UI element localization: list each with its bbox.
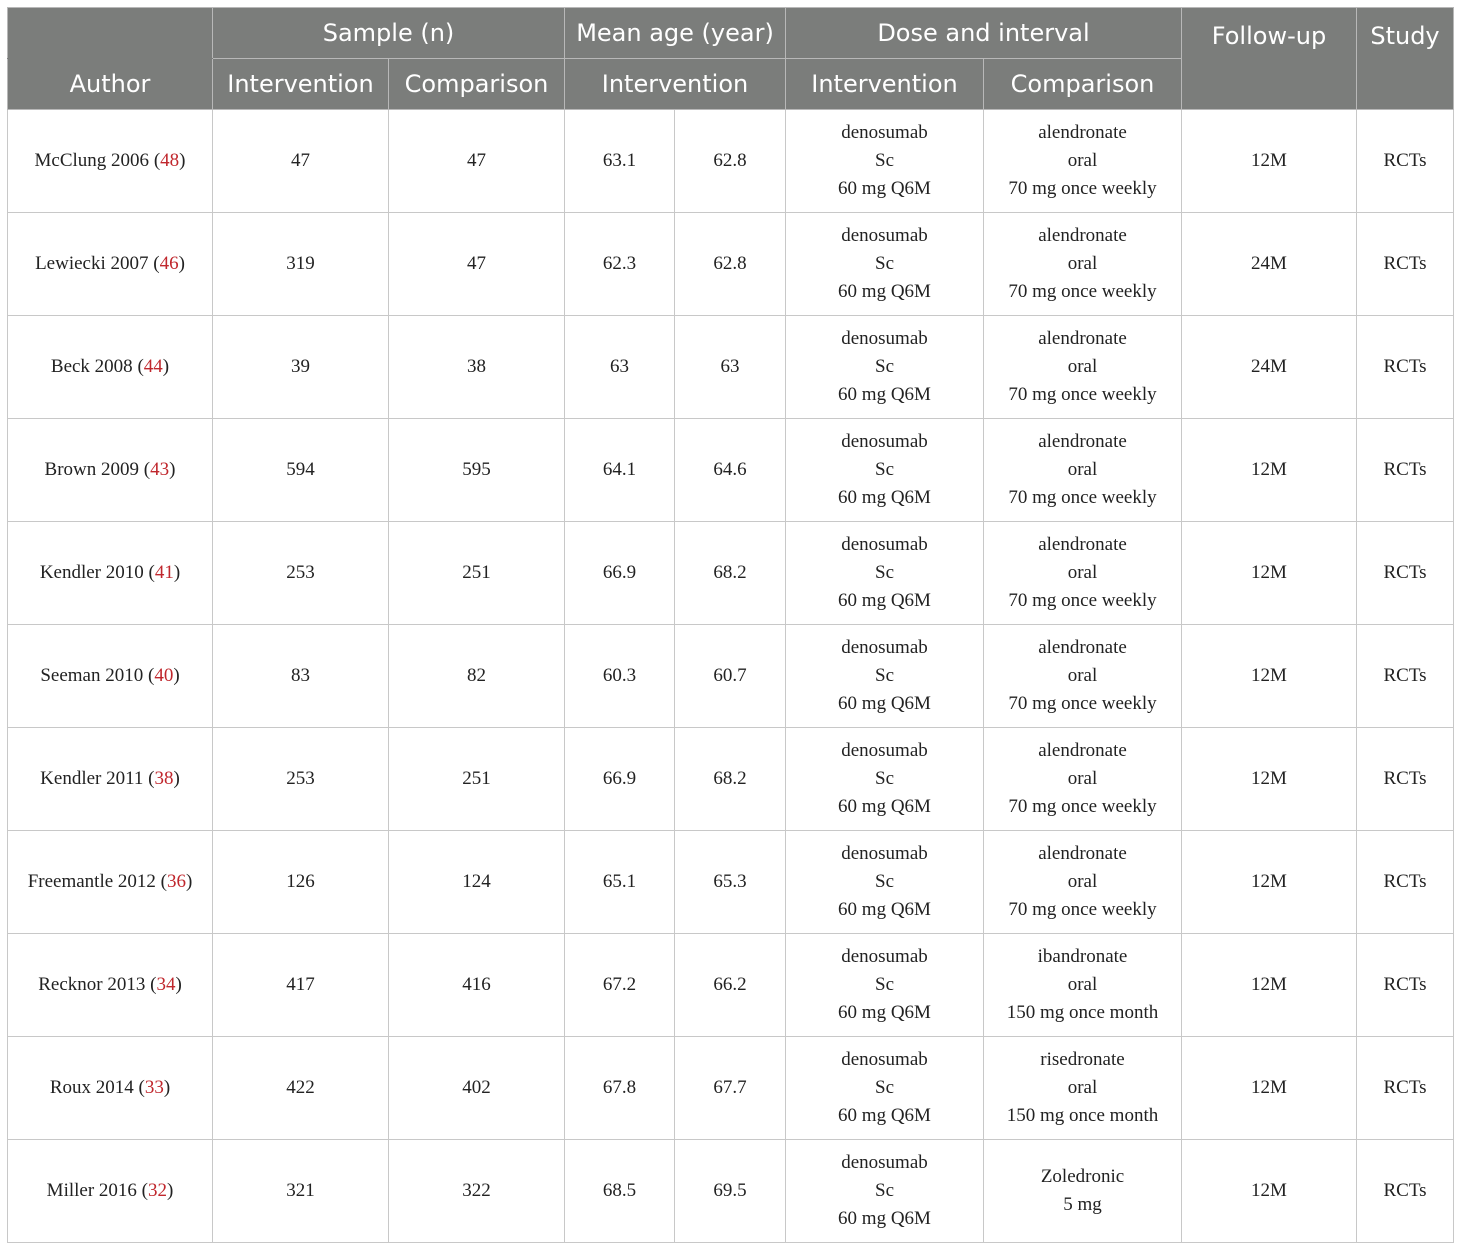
age-comparison-cell: 62.8 xyxy=(675,213,786,316)
sample-comparison-cell: 82 xyxy=(389,625,565,728)
dose-line: alendronate xyxy=(1038,637,1127,658)
sample-intervention-cell: 47 xyxy=(213,110,389,213)
age-comparison-cell: 66.2 xyxy=(675,934,786,1037)
dose-line: 60 mg Q6M xyxy=(838,487,931,508)
age-intervention-cell: 67.2 xyxy=(565,934,675,1037)
sample-intervention-cell: 422 xyxy=(213,1037,389,1140)
follow-up-cell: 12M xyxy=(1182,831,1357,934)
study-type-cell: RCTs xyxy=(1357,1140,1454,1243)
age-intervention-cell: 63.1 xyxy=(565,110,675,213)
author-cell: Roux 2014 (33) xyxy=(8,1037,213,1140)
sample-intervention-cell: 253 xyxy=(213,522,389,625)
age-intervention-cell: 66.9 xyxy=(565,522,675,625)
dose-line: oral xyxy=(1067,871,1098,892)
sample-intervention-cell: 253 xyxy=(213,728,389,831)
table-header xyxy=(8,8,1454,110)
dose-line: 60 mg Q6M xyxy=(838,281,931,302)
author-name: Roux 2014 xyxy=(49,1077,134,1098)
author-cell: McClung 2006 (48) xyxy=(8,110,213,213)
author-cell: Beck 2008 (44) xyxy=(8,316,213,419)
follow-up-cell: 12M xyxy=(1182,1140,1357,1243)
follow-up-cell: 12M xyxy=(1182,1037,1357,1140)
age-intervention-cell: 60.3 xyxy=(565,625,675,728)
author-cell: Recknor 2013 (34) xyxy=(8,934,213,1037)
follow-up-cell: 24M xyxy=(1182,213,1357,316)
dose-intervention-cell xyxy=(786,934,984,1037)
study-type-cell: RCTs xyxy=(1357,625,1454,728)
dose-intervention-cell xyxy=(786,728,984,831)
dose-line: 70 mg once weekly xyxy=(1008,487,1157,508)
table-row xyxy=(8,1037,1454,1140)
dose-line: denosumab xyxy=(841,534,928,555)
author-name: Beck 2008 xyxy=(50,356,133,377)
age-comparison-cell: 68.2 xyxy=(675,522,786,625)
header-dose-comparison: Comparison xyxy=(984,59,1182,110)
dose-line: oral xyxy=(1067,974,1098,995)
sample-comparison-cell: 251 xyxy=(389,522,565,625)
dose-line: 70 mg once weekly xyxy=(1008,693,1157,714)
author-cell: Kendler 2011 (38) xyxy=(8,728,213,831)
author-name: McClung 2006 xyxy=(34,150,150,171)
study-characteristics-table xyxy=(7,7,1454,1243)
author-cell: Freemantle 2012 (36) xyxy=(8,831,213,934)
dose-line: risedronate xyxy=(1040,1049,1125,1070)
sample-comparison-cell: 251 xyxy=(389,728,565,831)
study-type-cell: RCTs xyxy=(1357,110,1454,213)
sample-comparison-cell: 416 xyxy=(389,934,565,1037)
age-intervention-cell: 66.9 xyxy=(565,728,675,831)
author-name: Recknor 2013 xyxy=(38,974,146,995)
dose-line: alendronate xyxy=(1038,431,1127,452)
study-type-cell: RCTs xyxy=(1357,522,1454,625)
follow-up-cell: 12M xyxy=(1182,419,1357,522)
dose-line: Sc xyxy=(875,974,894,995)
study-type-cell: RCTs xyxy=(1357,831,1454,934)
sample-intervention-cell: 126 xyxy=(213,831,389,934)
dose-line: denosumab xyxy=(841,946,928,967)
dose-line: oral xyxy=(1067,768,1098,789)
dose-line: denosumab xyxy=(841,1049,928,1070)
dose-comparison-cell xyxy=(984,110,1182,213)
sample-intervention-cell: 83 xyxy=(213,625,389,728)
dose-line: Sc xyxy=(875,562,894,583)
dose-line: oral xyxy=(1067,1077,1098,1098)
dose-comparison-cell xyxy=(984,316,1182,419)
sample-intervention-cell: 319 xyxy=(213,213,389,316)
age-comparison-cell: 67.7 xyxy=(675,1037,786,1140)
dose-line: 70 mg once weekly xyxy=(1008,796,1157,817)
header-sample-comparison: Comparison xyxy=(389,59,565,110)
dose-line: 60 mg Q6M xyxy=(838,1105,931,1126)
dose-intervention-cell xyxy=(786,419,984,522)
header-mean-age: Mean age (year) xyxy=(565,8,786,59)
reference-link[interactable]: 48 xyxy=(160,150,180,171)
study-type-cell: RCTs xyxy=(1357,728,1454,831)
dose-intervention-cell xyxy=(786,831,984,934)
dose-line: Sc xyxy=(875,1077,894,1098)
age-comparison-cell: 64.6 xyxy=(675,419,786,522)
dose-intervention-cell xyxy=(786,316,984,419)
sample-comparison-cell: 595 xyxy=(389,419,565,522)
dose-line: denosumab xyxy=(841,843,928,864)
sample-comparison-cell: 124 xyxy=(389,831,565,934)
follow-up-cell: 12M xyxy=(1182,522,1357,625)
dose-line: 60 mg Q6M xyxy=(838,178,931,199)
dose-intervention-cell xyxy=(786,213,984,316)
dose-line: Sc xyxy=(875,253,894,274)
reference-link[interactable]: 36 xyxy=(166,871,186,892)
dose-line: 150 mg once month xyxy=(1006,1002,1159,1023)
dose-intervention-cell xyxy=(786,110,984,213)
author-cell: Lewiecki 2007 (46) xyxy=(8,213,213,316)
reference-link[interactable]: 44 xyxy=(143,356,163,377)
age-comparison-cell: 60.7 xyxy=(675,625,786,728)
dose-comparison-cell xyxy=(984,213,1182,316)
dose-line: Sc xyxy=(875,150,894,171)
dose-line: 150 mg once month xyxy=(1006,1105,1159,1126)
dose-intervention-cell xyxy=(786,625,984,728)
dose-line: denosumab xyxy=(841,328,928,349)
dose-intervention-cell xyxy=(786,1037,984,1140)
dose-line: alendronate xyxy=(1038,740,1127,761)
follow-up-cell: 12M xyxy=(1182,728,1357,831)
dose-line: 60 mg Q6M xyxy=(838,1002,931,1023)
dose-line: Sc xyxy=(875,871,894,892)
study-type-cell: RCTs xyxy=(1357,213,1454,316)
header-age-intervention: Intervention xyxy=(565,59,786,110)
sample-comparison-cell: 322 xyxy=(389,1140,565,1243)
reference-link[interactable]: 38 xyxy=(154,768,174,789)
dose-line: alendronate xyxy=(1038,225,1127,246)
table-body xyxy=(8,110,1454,1243)
reference-link[interactable]: 40 xyxy=(154,665,174,686)
dose-line: 70 mg once weekly xyxy=(1008,281,1157,302)
age-comparison-cell: 68.2 xyxy=(675,728,786,831)
dose-comparison-cell xyxy=(984,831,1182,934)
dose-comparison-cell xyxy=(984,1037,1182,1140)
age-comparison-cell: 63 xyxy=(675,316,786,419)
dose-line: denosumab xyxy=(841,1152,928,1173)
dose-comparison-cell xyxy=(984,419,1182,522)
follow-up-cell: 12M xyxy=(1182,934,1357,1037)
header-blank xyxy=(8,8,213,59)
dose-line: 70 mg once weekly xyxy=(1008,899,1157,920)
dose-intervention-cell xyxy=(786,1140,984,1243)
sample-comparison-cell: 38 xyxy=(389,316,565,419)
header-dose: Dose and interval xyxy=(786,8,1182,59)
sample-comparison-cell: 402 xyxy=(389,1037,565,1140)
study-type-cell: RCTs xyxy=(1357,419,1454,522)
header-follow-up: Follow-up xyxy=(1182,8,1357,110)
author-name: Lewiecki 2007 xyxy=(35,253,149,274)
dose-comparison-cell xyxy=(984,625,1182,728)
dose-line: 60 mg Q6M xyxy=(838,693,931,714)
dose-line: Sc xyxy=(875,356,894,377)
dose-line: oral xyxy=(1067,459,1098,480)
follow-up-cell: 12M xyxy=(1182,110,1357,213)
table-row xyxy=(8,1140,1454,1243)
dose-line: 60 mg Q6M xyxy=(838,384,931,405)
dose-line: ibandronate xyxy=(1037,946,1128,967)
reference-link[interactable]: 43 xyxy=(150,459,170,480)
sample-intervention-cell: 321 xyxy=(213,1140,389,1243)
dose-line: denosumab xyxy=(841,225,928,246)
reference-link[interactable]: 46 xyxy=(159,253,179,274)
dose-line: 60 mg Q6M xyxy=(838,590,931,611)
age-intervention-cell: 65.1 xyxy=(565,831,675,934)
reference-link[interactable]: 34 xyxy=(156,974,176,995)
age-intervention-cell: 63 xyxy=(565,316,675,419)
dose-line: Sc xyxy=(875,665,894,686)
dose-line: alendronate xyxy=(1038,122,1127,143)
study-type-cell: RCTs xyxy=(1357,934,1454,1037)
dose-line: 5 mg xyxy=(1063,1194,1102,1215)
table-row xyxy=(8,728,1454,831)
age-comparison-cell: 69.5 xyxy=(675,1140,786,1243)
table-row xyxy=(8,316,1454,419)
sample-intervention-cell: 417 xyxy=(213,934,389,1037)
dose-line: 60 mg Q6M xyxy=(838,899,931,920)
table-row xyxy=(8,831,1454,934)
age-intervention-cell: 67.8 xyxy=(565,1037,675,1140)
age-intervention-cell: 68.5 xyxy=(565,1140,675,1243)
dose-line: denosumab xyxy=(841,431,928,452)
dose-line: oral xyxy=(1067,665,1098,686)
header-dose-intervention: Intervention xyxy=(786,59,984,110)
author-cell: Miller 2016 (32) xyxy=(8,1140,213,1243)
dose-line: 70 mg once weekly xyxy=(1008,590,1157,611)
table-row xyxy=(8,625,1454,728)
dose-line: Sc xyxy=(875,1180,894,1201)
header-author: Author xyxy=(8,59,213,110)
author-name: Miller 2016 xyxy=(46,1180,137,1201)
age-intervention-cell: 64.1 xyxy=(565,419,675,522)
sample-comparison-cell: 47 xyxy=(389,213,565,316)
table-row xyxy=(8,110,1454,213)
dose-comparison-cell xyxy=(984,1140,1182,1243)
sample-comparison-cell: 47 xyxy=(389,110,565,213)
author-name: Kendler 2011 xyxy=(40,768,144,789)
table-row xyxy=(8,419,1454,522)
table-row xyxy=(8,213,1454,316)
age-comparison-cell: 62.8 xyxy=(675,110,786,213)
author-name: Seeman 2010 xyxy=(40,665,144,686)
header-study: Study xyxy=(1357,8,1454,110)
study-type-cell: RCTs xyxy=(1357,316,1454,419)
dose-line: denosumab xyxy=(841,740,928,761)
table-row xyxy=(8,522,1454,625)
dose-line: oral xyxy=(1067,150,1098,171)
dose-line: oral xyxy=(1067,356,1098,377)
age-comparison-cell: 65.3 xyxy=(675,831,786,934)
dose-line: alendronate xyxy=(1038,843,1127,864)
table-row xyxy=(8,934,1454,1037)
reference-link[interactable]: 41 xyxy=(154,562,174,583)
follow-up-cell: 12M xyxy=(1182,625,1357,728)
dose-comparison-cell xyxy=(984,728,1182,831)
dose-line: Sc xyxy=(875,459,894,480)
reference-link[interactable]: 33 xyxy=(144,1077,164,1098)
study-table-container xyxy=(7,7,1453,1243)
dose-line: alendronate xyxy=(1038,534,1127,555)
dose-line: oral xyxy=(1067,253,1098,274)
dose-intervention-cell xyxy=(786,522,984,625)
sample-intervention-cell: 39 xyxy=(213,316,389,419)
author-name: Kendler 2010 xyxy=(39,562,144,583)
author-name: Brown 2009 xyxy=(44,459,140,480)
dose-line: denosumab xyxy=(841,122,928,143)
dose-line: oral xyxy=(1067,562,1098,583)
author-cell: Kendler 2010 (41) xyxy=(8,522,213,625)
dose-comparison-cell xyxy=(984,522,1182,625)
author-cell: Brown 2009 (43) xyxy=(8,419,213,522)
dose-line: 60 mg Q6M xyxy=(838,796,931,817)
dose-line: 70 mg once weekly xyxy=(1008,178,1157,199)
follow-up-cell: 24M xyxy=(1182,316,1357,419)
dose-line: 70 mg once weekly xyxy=(1008,384,1157,405)
dose-line: alendronate xyxy=(1038,328,1127,349)
author-name: Freemantle 2012 xyxy=(27,871,156,892)
header-sample: Sample (n) xyxy=(213,8,565,59)
dose-line: Zoledronic xyxy=(1040,1166,1125,1187)
dose-line: Sc xyxy=(875,768,894,789)
age-intervention-cell: 62.3 xyxy=(565,213,675,316)
author-cell: Seeman 2010 (40) xyxy=(8,625,213,728)
reference-link[interactable]: 32 xyxy=(148,1180,167,1201)
header-sample-intervention: Intervention xyxy=(213,59,389,110)
dose-line: denosumab xyxy=(841,637,928,658)
study-type-cell: RCTs xyxy=(1357,1037,1454,1140)
sample-intervention-cell: 594 xyxy=(213,419,389,522)
dose-comparison-cell xyxy=(984,934,1182,1037)
dose-line: 60 mg Q6M xyxy=(838,1208,931,1229)
